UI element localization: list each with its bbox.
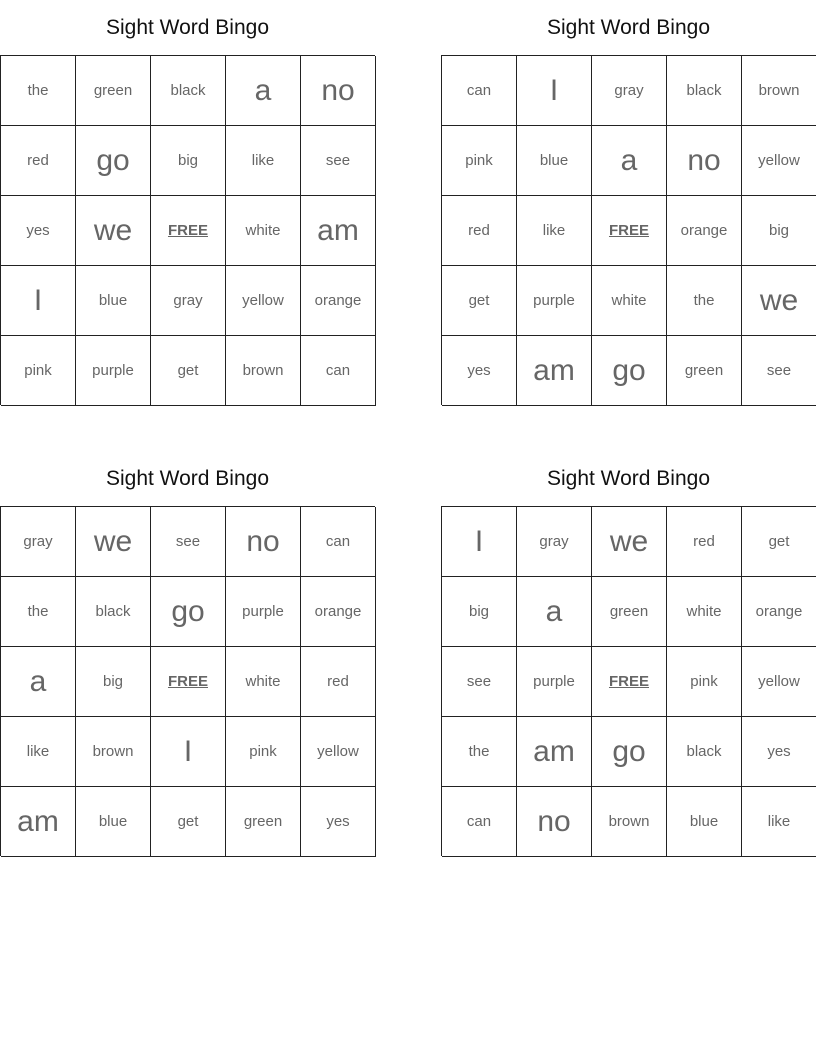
bingo-cell: a [226,56,301,126]
card-title: Sight Word Bingo [105,16,270,39]
bingo-cell: white [592,266,667,336]
bingo-cell: brown [76,717,151,787]
bingo-cell: the [667,266,742,336]
bingo-cell: yellow [742,647,816,717]
bingo-cell: pink [442,126,517,196]
bingo-cell: go [151,577,226,647]
bingo-cell: no [301,56,376,126]
bingo-cell: brown [592,787,667,857]
bingo-card [441,0,816,405]
bingo-cell: we [592,507,667,577]
bingo-cell: pink [1,336,76,406]
bingo-cell: big [742,196,816,266]
bingo-cell: yes [1,196,76,266]
bingo-cell: like [517,196,592,266]
bingo-cell: big [151,126,226,196]
bingo-cell: no [667,126,742,196]
card-title: Sight Word Bingo [546,16,711,39]
free-space: FREE [151,196,226,266]
bingo-cell: am [301,196,376,266]
bingo-cell: I [517,56,592,126]
bingo-cell: the [1,56,76,126]
bingo-cell: black [151,56,226,126]
bingo-cell: I [1,266,76,336]
bingo-cell: go [592,717,667,787]
bingo-cell: yes [442,336,517,406]
bingo-cell: green [667,336,742,406]
bingo-cell: green [76,56,151,126]
bingo-cell: yellow [742,126,816,196]
bingo-cell: see [442,647,517,717]
bingo-cell: a [592,126,667,196]
bingo-cell: go [592,336,667,406]
bingo-grid [441,506,816,856]
bingo-cell: white [226,647,301,717]
bingo-cell: get [151,787,226,857]
free-space: FREE [592,196,667,266]
bingo-cell: go [76,126,151,196]
bingo-cell: orange [301,577,376,647]
bingo-cell: blue [667,787,742,857]
bingo-cell: white [226,196,301,266]
bingo-cell: can [301,507,376,577]
bingo-cell: like [1,717,76,787]
bingo-grid [441,55,816,405]
bingo-cell: red [1,126,76,196]
bingo-cell: big [76,647,151,717]
bingo-cell: purple [226,577,301,647]
bingo-cell: no [226,507,301,577]
bingo-card [0,451,375,856]
bingo-cell: purple [76,336,151,406]
bingo-cell: green [592,577,667,647]
bingo-cell: I [442,507,517,577]
bingo-cell: am [517,336,592,406]
bingo-cell: yellow [301,717,376,787]
bingo-cell: we [76,196,151,266]
bingo-cell: red [667,507,742,577]
bingo-cell: the [1,577,76,647]
bingo-cell: blue [76,266,151,336]
bingo-cell: orange [742,577,816,647]
bingo-cell: purple [517,266,592,336]
bingo-cell: like [226,126,301,196]
bingo-cell: can [301,336,376,406]
bingo-cell: am [517,717,592,787]
bingo-cell: I [151,717,226,787]
bingo-cell: yes [742,717,816,787]
bingo-card [0,0,375,405]
bingo-cell: big [442,577,517,647]
bingo-cell: a [1,647,76,717]
bingo-cell: white [667,577,742,647]
bingo-cell: see [151,507,226,577]
bingo-cell: yes [301,787,376,857]
bingo-cell: see [301,126,376,196]
bingo-cell: pink [226,717,301,787]
bingo-cell: am [1,787,76,857]
bingo-cell: black [667,717,742,787]
bingo-cell: red [301,647,376,717]
bingo-cell: green [226,787,301,857]
bingo-cell: like [742,787,816,857]
free-space: FREE [151,647,226,717]
bingo-cell: gray [151,266,226,336]
bingo-cell: we [742,266,816,336]
bingo-cell: see [742,336,816,406]
free-space: FREE [592,647,667,717]
bingo-cell: get [151,336,226,406]
bingo-cell: no [517,787,592,857]
bingo-card [441,451,816,856]
card-title: Sight Word Bingo [105,467,270,490]
bingo-cell: black [667,56,742,126]
bingo-grid [0,506,375,856]
bingo-cell: get [442,266,517,336]
bingo-cell: brown [742,56,816,126]
bingo-cell: get [742,507,816,577]
bingo-cell: brown [226,336,301,406]
bingo-cell: purple [517,647,592,717]
bingo-cell: the [442,717,517,787]
bingo-cell: gray [517,507,592,577]
bingo-cell: orange [667,196,742,266]
bingo-cell: blue [517,126,592,196]
bingo-cell: a [517,577,592,647]
bingo-cell: yellow [226,266,301,336]
bingo-cell: orange [301,266,376,336]
bingo-cell: black [76,577,151,647]
bingo-cell: blue [76,787,151,857]
bingo-cell: we [76,507,151,577]
bingo-cell: can [442,787,517,857]
bingo-cell: gray [592,56,667,126]
bingo-cell: gray [1,507,76,577]
bingo-cell: pink [667,647,742,717]
card-title: Sight Word Bingo [546,467,711,490]
bingo-cell: can [442,56,517,126]
bingo-grid [0,55,375,405]
bingo-cell: red [442,196,517,266]
